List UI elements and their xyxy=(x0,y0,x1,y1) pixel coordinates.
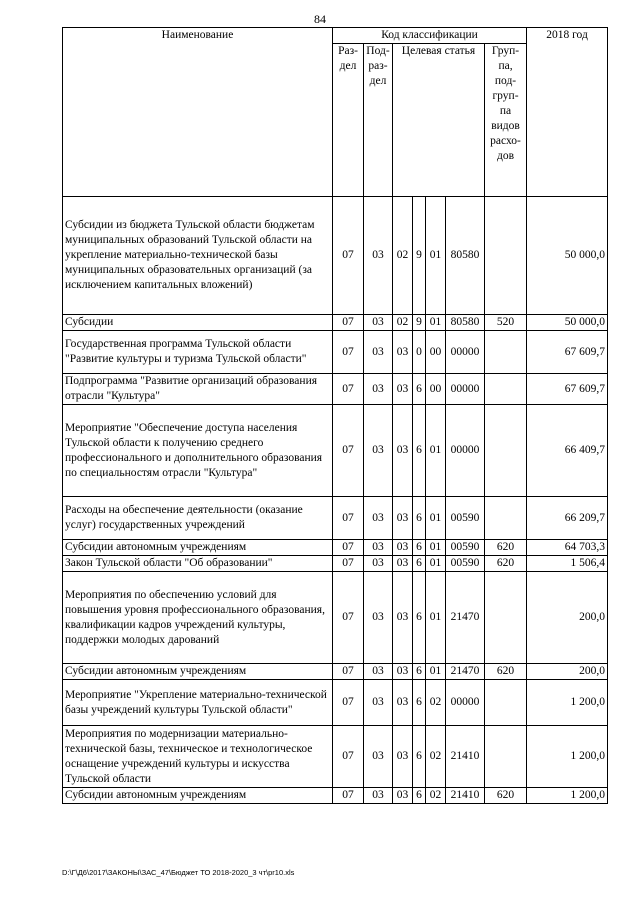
row-amount-2018: 50 000,0 xyxy=(527,315,608,331)
table-body xyxy=(63,197,608,804)
row-target-event: 01 xyxy=(426,497,446,540)
budget-table xyxy=(62,27,608,804)
row-target-event: 01 xyxy=(426,556,446,572)
row-expense-group xyxy=(485,374,527,405)
row-target-direction: 80580 xyxy=(446,197,485,315)
row-target-program: 03 xyxy=(393,540,413,556)
header-code-group: Код классификации xyxy=(333,28,527,44)
row-name: Субсидии xyxy=(63,315,333,331)
row-target-subprogram: 6 xyxy=(413,680,426,726)
header-year: 2018 год xyxy=(527,28,608,197)
row-target-direction: 00000 xyxy=(446,680,485,726)
row-podrazdel: 03 xyxy=(364,540,393,556)
row-name: Государственная программа Тульской области "Развитие культуры и туризма Тульской области" xyxy=(63,331,333,374)
table-row xyxy=(63,572,608,664)
row-name: Подпрограмма "Развитие организаций образования отрасли "Культура" xyxy=(63,374,333,405)
row-target-program: 03 xyxy=(393,664,413,680)
row-target-direction: 00000 xyxy=(446,405,485,497)
table-row xyxy=(63,315,608,331)
row-podrazdel: 03 xyxy=(364,331,393,374)
row-expense-group xyxy=(485,726,527,788)
header-podrazdel: Под- раз- дел xyxy=(364,44,393,197)
row-expense-group: 520 xyxy=(485,315,527,331)
row-target-direction: 00590 xyxy=(446,497,485,540)
table-row xyxy=(63,374,608,405)
row-name: Мероприятия по модернизации материально-технической базы, техническое и технологическое оснащение учреждений культуры и искусства Тульской области xyxy=(63,726,333,788)
row-target-subprogram: 6 xyxy=(413,664,426,680)
table-row xyxy=(63,664,608,680)
row-target-subprogram: 6 xyxy=(413,405,426,497)
table-row xyxy=(63,680,608,726)
row-podrazdel: 03 xyxy=(364,405,393,497)
table-row xyxy=(63,331,608,374)
row-podrazdel: 03 xyxy=(364,315,393,331)
row-name: Субсидии автономным учреждениям xyxy=(63,664,333,680)
row-razdel: 07 xyxy=(333,315,364,331)
row-target-event: 02 xyxy=(426,726,446,788)
row-razdel: 07 xyxy=(333,726,364,788)
row-podrazdel: 03 xyxy=(364,572,393,664)
row-amount-2018: 200,0 xyxy=(527,572,608,664)
row-name: Субсидии автономным учреждениям xyxy=(63,788,333,804)
row-amount-2018: 67 609,7 xyxy=(527,374,608,405)
row-podrazdel: 03 xyxy=(364,726,393,788)
row-target-subprogram: 0 xyxy=(413,331,426,374)
row-target-event: 02 xyxy=(426,680,446,726)
row-name: Мероприятия по обеспечению условий для повышения уровня профессионального образования, квалификации кадров учреждений культуры, поддержки молодых дарований xyxy=(63,572,333,664)
row-name: Расходы на обеспечение деятельности (оказание услуг) государственных учреждений xyxy=(63,497,333,540)
row-target-program: 02 xyxy=(393,197,413,315)
row-target-event: 01 xyxy=(426,572,446,664)
row-target-subprogram: 6 xyxy=(413,374,426,405)
row-amount-2018: 1 200,0 xyxy=(527,680,608,726)
row-razdel: 07 xyxy=(333,197,364,315)
row-target-program: 03 xyxy=(393,788,413,804)
row-expense-group xyxy=(485,331,527,374)
row-razdel: 07 xyxy=(333,497,364,540)
footer-file-path: D:\Г\Д6\2017\ЗАКОНЫ\ЗАС_47\Бюджет ТО 2018-2020_3 чт\pr10.xls xyxy=(62,868,295,877)
row-razdel: 07 xyxy=(333,572,364,664)
row-amount-2018: 1 200,0 xyxy=(527,788,608,804)
row-razdel: 07 xyxy=(333,788,364,804)
table-row xyxy=(63,726,608,788)
row-target-event: 01 xyxy=(426,664,446,680)
row-amount-2018: 200,0 xyxy=(527,664,608,680)
table-row xyxy=(63,405,608,497)
row-target-direction: 21410 xyxy=(446,726,485,788)
row-razdel: 07 xyxy=(333,540,364,556)
row-expense-group xyxy=(485,197,527,315)
row-expense-group xyxy=(485,680,527,726)
row-expense-group xyxy=(485,572,527,664)
row-target-subprogram: 6 xyxy=(413,788,426,804)
row-target-subprogram: 6 xyxy=(413,572,426,664)
row-amount-2018: 66 209,7 xyxy=(527,497,608,540)
row-podrazdel: 03 xyxy=(364,664,393,680)
row-target-event: 01 xyxy=(426,197,446,315)
row-podrazdel: 03 xyxy=(364,556,393,572)
row-target-program: 03 xyxy=(393,497,413,540)
row-amount-2018: 66 409,7 xyxy=(527,405,608,497)
row-target-event: 01 xyxy=(426,405,446,497)
table-header xyxy=(63,28,608,197)
row-amount-2018: 50 000,0 xyxy=(527,197,608,315)
row-target-program: 03 xyxy=(393,374,413,405)
row-target-program: 02 xyxy=(393,315,413,331)
row-target-subprogram: 6 xyxy=(413,540,426,556)
page-number: 84 xyxy=(314,12,326,26)
row-target-subprogram: 9 xyxy=(413,315,426,331)
row-name: Субсидии автономным учреждениям xyxy=(63,540,333,556)
row-podrazdel: 03 xyxy=(364,374,393,405)
row-podrazdel: 03 xyxy=(364,788,393,804)
row-razdel: 07 xyxy=(333,664,364,680)
row-amount-2018: 1 506,4 xyxy=(527,556,608,572)
row-name: Мероприятие "Укрепление материально-технической базы учреждений культуры Тульской области" xyxy=(63,680,333,726)
table-row xyxy=(63,497,608,540)
row-podrazdel: 03 xyxy=(364,680,393,726)
row-target-program: 03 xyxy=(393,405,413,497)
header-razdel: Раз- дел xyxy=(333,44,364,197)
header-name: Наименование xyxy=(63,28,333,197)
row-expense-group: 620 xyxy=(485,664,527,680)
row-target-direction: 80580 xyxy=(446,315,485,331)
row-expense-group xyxy=(485,405,527,497)
row-target-direction: 21410 xyxy=(446,788,485,804)
row-target-event: 02 xyxy=(426,788,446,804)
row-target-direction: 21470 xyxy=(446,664,485,680)
table-row xyxy=(63,540,608,556)
row-target-subprogram: 6 xyxy=(413,726,426,788)
row-target-subprogram: 9 xyxy=(413,197,426,315)
header-group: Груп- па, под- груп- па видов расхо- дов xyxy=(485,44,527,197)
row-target-program: 03 xyxy=(393,726,413,788)
row-name: Закон Тульской области "Об образовании" xyxy=(63,556,333,572)
header-target: Целевая статья xyxy=(393,44,485,197)
row-target-event: 00 xyxy=(426,374,446,405)
row-podrazdel: 03 xyxy=(364,497,393,540)
row-razdel: 07 xyxy=(333,405,364,497)
row-razdel: 07 xyxy=(333,374,364,405)
row-amount-2018: 67 609,7 xyxy=(527,331,608,374)
row-target-event: 01 xyxy=(426,315,446,331)
row-expense-group xyxy=(485,497,527,540)
row-target-program: 03 xyxy=(393,680,413,726)
row-razdel: 07 xyxy=(333,556,364,572)
row-target-program: 03 xyxy=(393,331,413,374)
row-target-direction: 21470 xyxy=(446,572,485,664)
row-amount-2018: 64 703,3 xyxy=(527,540,608,556)
row-target-subprogram: 6 xyxy=(413,556,426,572)
row-razdel: 07 xyxy=(333,331,364,374)
table-row xyxy=(63,788,608,804)
row-target-direction: 00000 xyxy=(446,331,485,374)
row-expense-group: 620 xyxy=(485,556,527,572)
table-row xyxy=(63,197,608,315)
row-target-program: 03 xyxy=(393,556,413,572)
row-expense-group: 620 xyxy=(485,540,527,556)
row-target-event: 00 xyxy=(426,331,446,374)
row-amount-2018: 1 200,0 xyxy=(527,726,608,788)
row-target-program: 03 xyxy=(393,572,413,664)
row-target-direction: 00000 xyxy=(446,374,485,405)
row-target-subprogram: 6 xyxy=(413,497,426,540)
row-podrazdel: 03 xyxy=(364,197,393,315)
row-target-event: 01 xyxy=(426,540,446,556)
row-razdel: 07 xyxy=(333,680,364,726)
row-name: Мероприятие "Обеспечение доступа населения Тульской области к получению среднего профессионального и дополнительного образования по специальностям отрасли "Культура" xyxy=(63,405,333,497)
table-row xyxy=(63,556,608,572)
row-expense-group: 620 xyxy=(485,788,527,804)
row-target-direction: 00590 xyxy=(446,540,485,556)
row-target-direction: 00590 xyxy=(446,556,485,572)
row-name: Субсидии из бюджета Тульской области бюджетам муниципальных образований Тульской области на укрепление материально-технической базы муниципальных образовательных организаций (за исключением капитальных вложений) xyxy=(63,197,333,315)
